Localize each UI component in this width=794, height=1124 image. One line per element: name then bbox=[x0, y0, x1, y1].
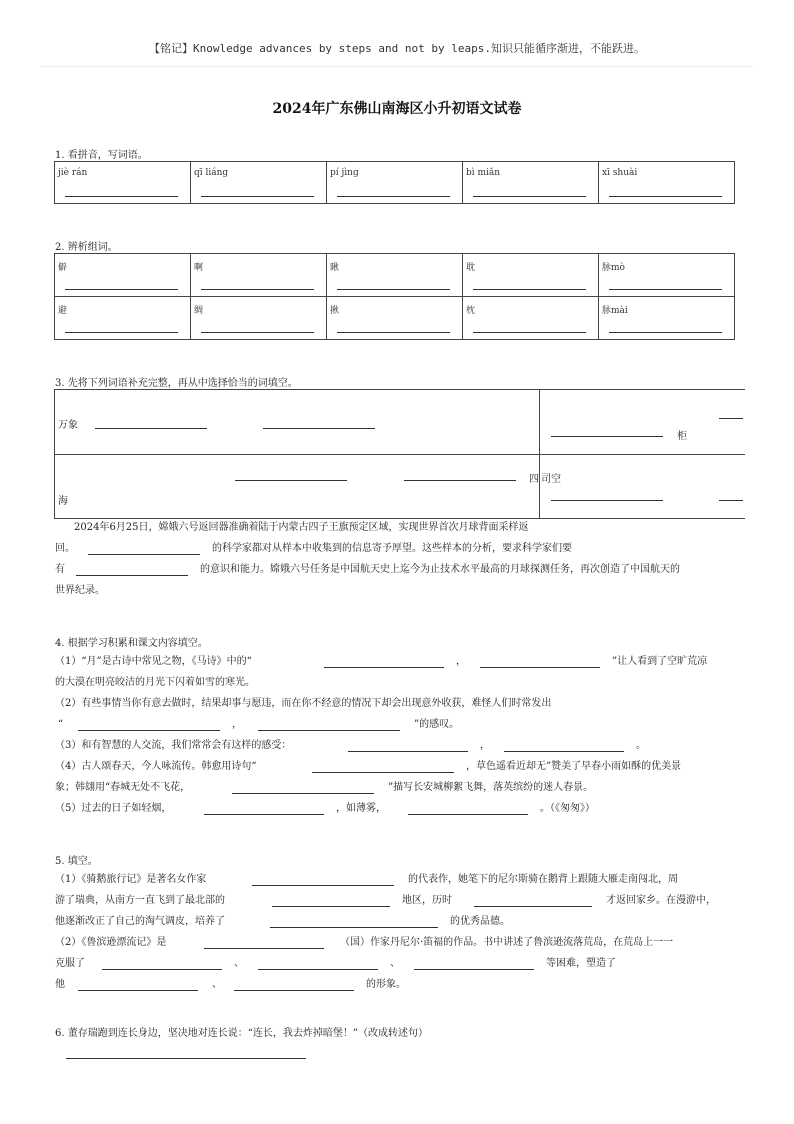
q2-cell[interactable] bbox=[463, 254, 599, 297]
q2-cell[interactable] bbox=[463, 297, 599, 340]
answer-line[interactable] bbox=[414, 969, 534, 970]
q3-r2-left-label: 海 bbox=[58, 496, 68, 507]
q2-cell[interactable] bbox=[599, 297, 735, 340]
answer-line[interactable] bbox=[258, 969, 378, 970]
answer-line[interactable] bbox=[474, 906, 592, 907]
pinyin-label: pí jìng bbox=[330, 168, 359, 178]
q5-line-3b: 的优秀品德。 bbox=[450, 916, 510, 927]
q1-cell[interactable] bbox=[599, 162, 735, 204]
answer-line[interactable] bbox=[719, 418, 743, 419]
answer-line[interactable] bbox=[102, 969, 222, 970]
q5-line-4b: （国）作家丹尼尔·笛福的作品。书中讲述了鲁滨逊流落荒岛，在荒岛上一一 bbox=[340, 937, 674, 948]
char-label: 绸 bbox=[194, 306, 204, 316]
q1-table bbox=[54, 161, 735, 204]
answer-line[interactable] bbox=[551, 500, 663, 501]
q4-line-5c: 。（《匆匆》） bbox=[540, 803, 595, 814]
q4-line-1a: （1）“月”是古诗中常见之物，《马诗》中的“ bbox=[55, 656, 252, 667]
q2-cell[interactable] bbox=[55, 254, 191, 297]
q4-line-1d: 的大漠在明亮皎洁的月光下闪着如雪的寒光。 bbox=[55, 677, 255, 688]
q1-cell[interactable] bbox=[327, 162, 463, 204]
q3-para-4: 世界纪录。 bbox=[55, 585, 105, 596]
answer-line[interactable] bbox=[404, 480, 516, 481]
q3-r2-right-label: 司空 bbox=[541, 474, 561, 485]
q3-table bbox=[54, 389, 745, 519]
q2-cell[interactable] bbox=[55, 297, 191, 340]
answer-line bbox=[65, 289, 178, 290]
q1-heading: 1. 看拼音，写词语。 bbox=[55, 150, 148, 161]
char-label: 脉mài bbox=[602, 306, 628, 316]
q3-r1-left-label: 万象 bbox=[58, 420, 78, 431]
q3-para-3b: 的意识和能力。嫦娥六号任务是中国航天史上迄今为止技术水平最高的月球探测任务，再次创造了中国航天的 bbox=[200, 564, 680, 575]
answer-line[interactable] bbox=[95, 428, 207, 429]
answer-line bbox=[337, 196, 450, 197]
answer-line[interactable] bbox=[408, 814, 528, 815]
header-motto: 【铭记】Knowledge advances by steps and not by leaps.知识只能循序渐进，不能跃进。 bbox=[148, 42, 645, 55]
q2-heading: 2. 辨析组词。 bbox=[55, 242, 118, 253]
q4-line-3a: （3）和有智慧的人交流，我们常常会有这样的感受： bbox=[55, 740, 292, 751]
answer-line bbox=[337, 289, 450, 290]
answer-line bbox=[609, 196, 722, 197]
answer-line[interactable] bbox=[324, 667, 444, 668]
char-label: 僻 bbox=[58, 263, 68, 273]
answer-line[interactable] bbox=[348, 751, 468, 752]
answer-line bbox=[473, 332, 586, 333]
q5-line-4a: （2）《鲁滨逊漂流记》是 bbox=[55, 937, 167, 948]
answer-line[interactable] bbox=[76, 575, 188, 576]
q2-table bbox=[54, 253, 735, 340]
answer-line bbox=[201, 289, 314, 290]
answer-line bbox=[609, 289, 722, 290]
q4-line-1c: ”让人看到了空旷荒凉 bbox=[612, 656, 708, 667]
pinyin-label: jiè rán bbox=[58, 168, 88, 178]
char-label: 啊 bbox=[194, 263, 204, 273]
q4-line-4a: （4）古人颂春天，今人咏流传。韩愈用诗句“ bbox=[55, 761, 257, 772]
q4-line-1b: ， bbox=[456, 656, 466, 667]
q1-cell[interactable] bbox=[55, 162, 191, 204]
q3-para-2a: 回。 bbox=[55, 543, 75, 554]
q3-para-2b: 的科学家都对从样本中收集到的信息寄予厚望。这些样本的分析，要求科学家们要 bbox=[212, 543, 572, 554]
q2-cell[interactable] bbox=[191, 254, 327, 297]
char-label: 枕 bbox=[466, 306, 476, 316]
q4-heading: 4. 根据学习积累和课文内容填空。 bbox=[55, 638, 208, 649]
q2-cell[interactable] bbox=[327, 297, 463, 340]
q5-line-5c: 、 bbox=[390, 958, 400, 969]
q5-line-3a: 他逐渐改正了自己的淘气调皮，培养了 bbox=[55, 916, 225, 927]
answer-line bbox=[473, 196, 586, 197]
answer-line[interactable] bbox=[232, 793, 374, 794]
answer-line[interactable] bbox=[88, 554, 200, 555]
answer-line[interactable] bbox=[252, 885, 394, 886]
q5-heading: 5. 填空。 bbox=[55, 856, 98, 867]
answer-line[interactable] bbox=[234, 990, 354, 991]
answer-line bbox=[609, 332, 722, 333]
q3-para-1: 2024年6月25日，嫦娥六号返回器准确着陆于内蒙古四子王旗预定区域，实现世界首次月球背面采样返 bbox=[74, 522, 529, 533]
answer-line[interactable] bbox=[235, 480, 347, 481]
q5-line-5a: 克服了 bbox=[55, 958, 85, 969]
char-label: 脉mò bbox=[602, 263, 625, 273]
answer-line bbox=[65, 196, 178, 197]
answer-line[interactable] bbox=[719, 500, 743, 501]
char-label: 耽 bbox=[466, 263, 476, 273]
q4-line-4b: ，草色遥看近却无”赞美了早春小雨如酥的优美景 bbox=[466, 761, 682, 772]
q5-line-1a: （1）《骑鹅旅行记》是著名女作家 bbox=[55, 874, 207, 885]
q5-line-5d: 等困难，塑造了 bbox=[546, 958, 616, 969]
pinyin-label: qī liáng bbox=[194, 168, 229, 178]
answer-line[interactable] bbox=[66, 1058, 306, 1059]
answer-line bbox=[473, 289, 586, 290]
q3-para-3a: 有 bbox=[55, 564, 65, 575]
q4-line-5b: ，如薄雾， bbox=[336, 803, 386, 814]
q4-line-2d: ”的感叹。 bbox=[414, 719, 460, 730]
q4-line-4c: 象；韩翃用“春城无处不飞花， bbox=[55, 782, 191, 793]
answer-line[interactable] bbox=[272, 906, 390, 907]
q4-line-2a: （2）有些事情当你有意去做时，结果却事与愿违，而在你不经意的情况下却会出现意外收获，难怪人们时常发出 bbox=[55, 698, 552, 709]
answer-line[interactable] bbox=[312, 772, 454, 773]
pinyin-label: bì miǎn bbox=[466, 168, 501, 178]
answer-line bbox=[201, 196, 314, 197]
q4-line-5a: （5）过去的日子如轻烟， bbox=[55, 803, 172, 814]
q4-line-2c: ， bbox=[232, 719, 242, 730]
answer-line[interactable] bbox=[204, 814, 324, 815]
answer-line[interactable] bbox=[551, 436, 663, 437]
answer-line[interactable] bbox=[78, 730, 220, 731]
q5-line-6c: 的形象。 bbox=[366, 979, 406, 990]
q4-line-3c: 。 bbox=[636, 740, 646, 751]
pinyin-label: xī shuài bbox=[602, 168, 638, 178]
q4-line-2b: “ bbox=[58, 719, 64, 730]
char-label: 避 bbox=[58, 306, 68, 316]
q5-line-5b: 、 bbox=[234, 958, 244, 969]
answer-line[interactable] bbox=[504, 751, 624, 752]
answer-line bbox=[65, 332, 178, 333]
q5-line-1b: 的代表作，她笔下的尼尔斯骑在鹅背上跟随大雁走南闯北，周 bbox=[408, 874, 678, 885]
q4-line-3b: ， bbox=[480, 740, 490, 751]
q5-line-6b: 、 bbox=[212, 979, 222, 990]
q2-cell[interactable] bbox=[599, 254, 735, 297]
q4-line-4d: ”描写长安城柳絮飞舞，落英缤纷的迷人春景。 bbox=[388, 782, 594, 793]
answer-line[interactable] bbox=[480, 667, 600, 668]
q6-heading: 6. 董存瑞跑到连长身边，坚决地对连长说：“连长，我去炸掉暗堡！”（改成转述句） bbox=[55, 1028, 428, 1039]
answer-line[interactable] bbox=[78, 990, 198, 991]
q1-cell[interactable] bbox=[463, 162, 599, 204]
q3-row-divider bbox=[55, 454, 745, 455]
q2-cell[interactable] bbox=[191, 297, 327, 340]
answer-line bbox=[201, 332, 314, 333]
answer-line[interactable] bbox=[204, 948, 324, 949]
header-divider bbox=[40, 66, 754, 67]
q5-line-2c: 才返回家乡。在漫游中， bbox=[606, 895, 716, 906]
q5-line-2b: 地区，历时 bbox=[402, 895, 452, 906]
q2-cell[interactable] bbox=[327, 254, 463, 297]
answer-line[interactable] bbox=[263, 428, 375, 429]
answer-line[interactable] bbox=[258, 730, 400, 731]
answer-line bbox=[337, 332, 450, 333]
q3-heading: 3. 先将下列词语补充完整，再从中选择恰当的词填空。 bbox=[55, 378, 298, 389]
page-title: 2024年广东佛山南海区小升初语文试卷 bbox=[272, 101, 522, 117]
q3-r2-mid-label: 四 bbox=[529, 474, 539, 485]
answer-line[interactable] bbox=[270, 927, 438, 928]
q3-r1-right-label: 柜 bbox=[677, 431, 687, 442]
char-label: 揪 bbox=[330, 306, 340, 316]
q1-cell[interactable] bbox=[191, 162, 327, 204]
q5-line-2a: 游了瑞典，从南方一直飞到了最北部的 bbox=[55, 895, 225, 906]
char-label: 瞅 bbox=[330, 263, 340, 273]
q5-line-6a: 他 bbox=[55, 979, 65, 990]
